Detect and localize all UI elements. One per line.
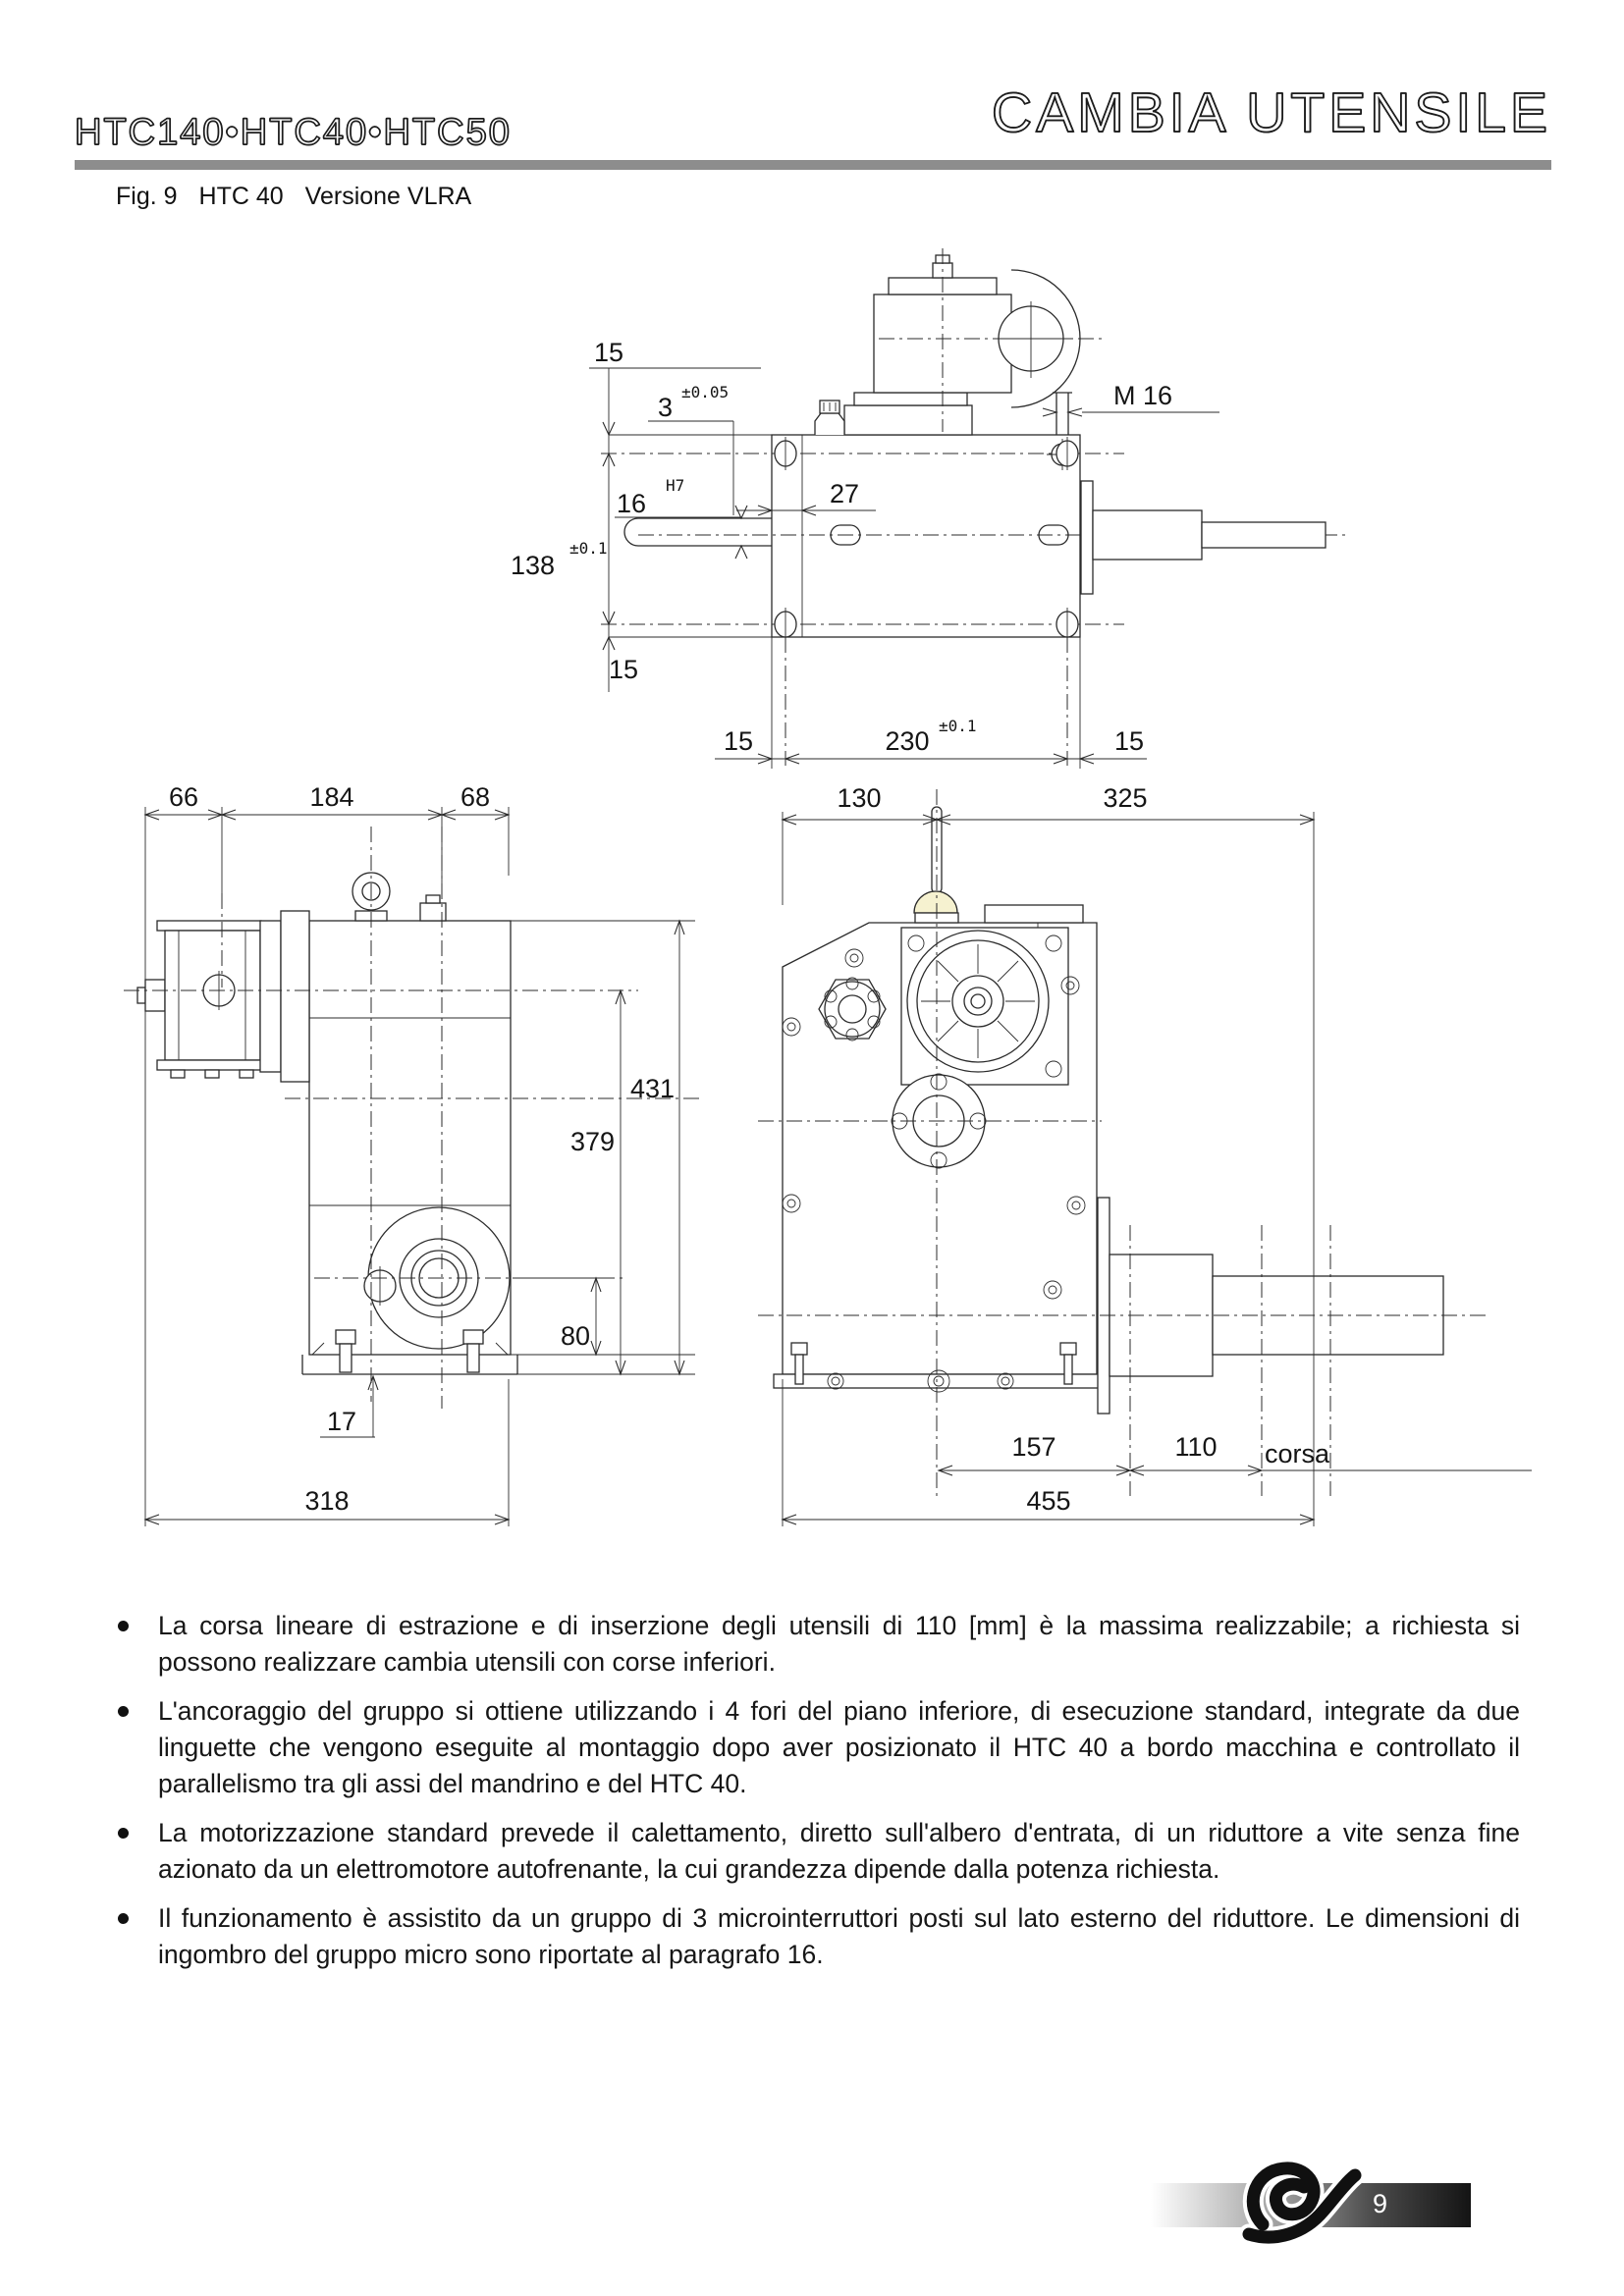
page-title: CAMBIA UTENSILE bbox=[992, 81, 1551, 144]
dim-431: 431 bbox=[629, 1074, 675, 1103]
figure-caption bbox=[116, 183, 493, 211]
dim-66: 66 bbox=[168, 782, 199, 812]
header-divider bbox=[75, 160, 1551, 170]
side-view-drawing bbox=[88, 766, 707, 1541]
list-item bbox=[110, 1693, 1520, 1802]
page-number: 9 bbox=[1373, 2189, 1388, 2218]
dim-230-tol: ±0.1 bbox=[939, 717, 977, 735]
list-item bbox=[110, 1900, 1520, 1973]
dim-318: 318 bbox=[304, 1486, 350, 1516]
top-view-geometry bbox=[601, 248, 1345, 641]
bullet-icon bbox=[118, 1621, 129, 1631]
dim-15-bottom-right: 15 bbox=[1113, 726, 1145, 756]
note-text: La motorizzazione standard prevede il calettamento, diretto sull'albero d'entrata, di un riduttore a vite senza fine azionato da un elettromotore autofrenante, la cui grandezza dipende dalla potenza richiesta. bbox=[158, 1818, 1520, 1884]
dim-157: 157 bbox=[1011, 1432, 1056, 1462]
dim-230: 230 bbox=[885, 726, 930, 756]
dim-27: 27 bbox=[829, 479, 860, 508]
dim-110: 110 bbox=[1174, 1432, 1218, 1462]
note-text: Il funzionamento è assistito da un gruppo di 3 microinterruttori posti sul lato esterno del riduttore. Le dimensioni di ingombro del gruppo micro sono riportate al paragrafo 16. bbox=[158, 1903, 1520, 1969]
dim-3-tol: ±0.05 bbox=[681, 383, 730, 401]
top-view-drawing bbox=[491, 231, 1375, 780]
dim-m16: M 16 bbox=[1113, 381, 1173, 410]
dim-corsa: corsa bbox=[1265, 1439, 1330, 1468]
note-text: L'ancoraggio del gruppo si ottiene utilizzando i 4 fori del piano inferiore, di esecuzione standard, integrate da due linguette che vengono eseguite al montaggio dopo aver posizionato il HTC 40 a bordo macchina e controllato il parallelismo tra gli assi del mandrino e del HTC 40. bbox=[158, 1696, 1520, 1798]
dim-325: 325 bbox=[1103, 783, 1148, 813]
dim-17: 17 bbox=[326, 1407, 357, 1436]
page-header-models: HTC140•HTC40•HTC50 bbox=[75, 112, 512, 153]
note-text: La corsa lineare di estrazione e di inserzione degli utensili di 110 [mm] è la massima realizzabile; a richiesta si possono realizzare cambia utensili con corse inferiori. bbox=[158, 1611, 1520, 1677]
list-item bbox=[110, 1815, 1520, 1888]
dim-184: 184 bbox=[309, 782, 354, 812]
dim-379: 379 bbox=[569, 1127, 615, 1156]
dim-130: 130 bbox=[837, 783, 882, 813]
dim-3: 3 bbox=[658, 393, 674, 422]
dim-15-bottom-left: 15 bbox=[723, 726, 754, 756]
bullet-icon bbox=[118, 1828, 129, 1839]
bullet-icon bbox=[118, 1706, 129, 1717]
front-view-geometry bbox=[758, 789, 1490, 1496]
dim-80: 80 bbox=[560, 1321, 590, 1351]
bullet-icon bbox=[118, 1913, 129, 1924]
brand-logo-icon bbox=[1241, 2150, 1363, 2252]
dim-16-fit: H7 bbox=[666, 476, 685, 495]
dim-68: 68 bbox=[460, 782, 491, 812]
figure-version: Versione VLRA bbox=[304, 183, 472, 210]
notes-list bbox=[110, 1608, 1520, 1973]
dim-16: 16 bbox=[617, 489, 647, 518]
figure-label: Fig. 9 bbox=[116, 183, 178, 210]
dim-138: 138 bbox=[511, 551, 556, 580]
side-view-geometry bbox=[124, 827, 702, 1409]
dim-15-top: 15 bbox=[593, 338, 624, 367]
dim-138-tol: ±0.1 bbox=[569, 539, 608, 558]
dim-455: 455 bbox=[1026, 1486, 1071, 1516]
list-item bbox=[110, 1608, 1520, 1681]
figure-model: HTC 40 bbox=[198, 183, 284, 210]
front-view-drawing bbox=[756, 766, 1542, 1551]
dim-15-left: 15 bbox=[608, 655, 639, 684]
